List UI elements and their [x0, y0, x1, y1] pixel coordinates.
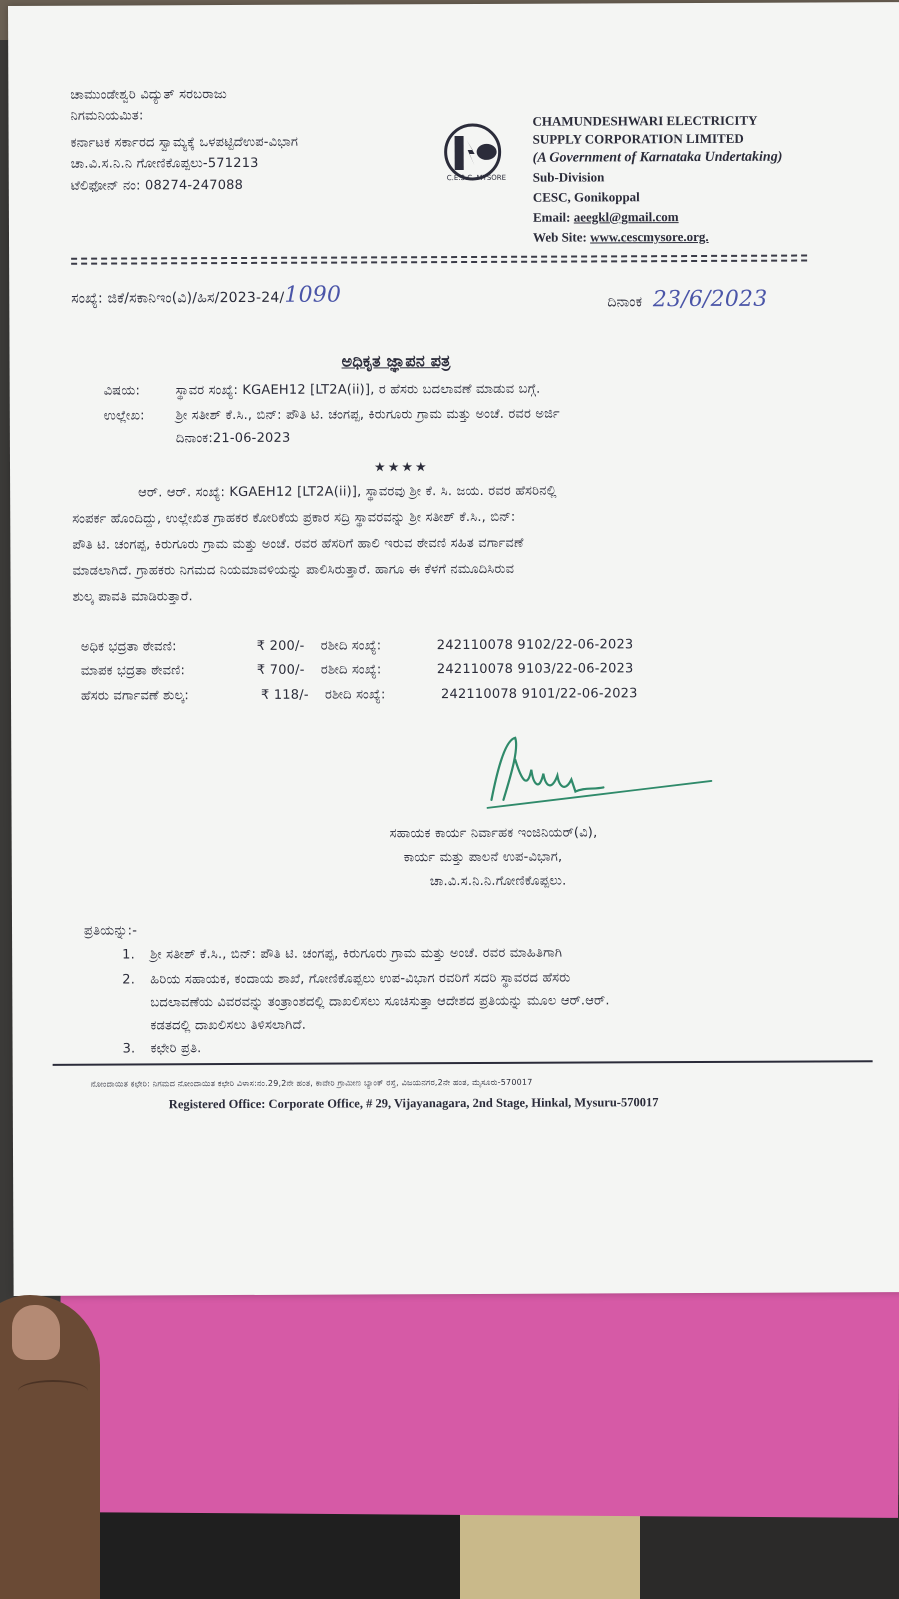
thumb-knuckle	[18, 1380, 88, 1402]
ref-number-handwritten: 1090	[284, 282, 342, 308]
para-line-2: ಸಂಪರ್ಕ ಹೊಂದಿದ್ದು, ಉಲ್ಲೇಖಿತ ಗ್ರಾಹಕರ ಕೋರಿಕೆಯ ಪ್ರಕಾರ ಸದ್ರಿ ಸ್ಥಾವರವನ್ನು ಶ್ರೀ ಸತೀಶ್ ಕೆ.ಸಿ., ಬಿನ್:	[72, 509, 516, 527]
copy-item-num: 2.	[122, 972, 136, 988]
receipt-label: ರಶೀದಿ ಸಂಖ್ಯೆ:	[320, 662, 382, 678]
signatory-line3: ಚಾ.ವಿ.ಸ.ನಿ.ನಿ.ಗೋಣಿಕೊಪ್ಪಲು.	[429, 873, 567, 890]
web-label: Web Site:	[532, 229, 587, 245]
cesc-logo	[437, 122, 509, 184]
receipt-number: 242110078 9102/22-06-2023	[436, 637, 634, 654]
footer-en: Registered Office: Corporate Office, # 29, Vijayanagara, 2nd Stage, Hinkal, Mysuru-570017	[168, 1095, 659, 1112]
logo-caption: C.E.S.C. MYSORE	[446, 173, 507, 183]
document-page	[8, 2, 899, 1296]
header-en-line4: Sub-Division	[532, 169, 605, 185]
subject-text: ಸ್ಥಾವರ ಸಂಖ್ಯೆ: KGAEH12 [LT2A(ii)], ರ ಹೆಸರು ಬದಲಾವಣೆ ಮಾಡುವ ಬಗ್ಗೆ.	[175, 381, 541, 399]
para-line-5: ಶುಲ್ಕ ಪಾವತಿ ಮಾಡಿರುತ್ತಾರೆ.	[72, 589, 193, 605]
header-kn-line5: ಟೆಲಿಫೋನ್ ನಂ: 08274-247088	[70, 177, 244, 194]
receipt-label: ರಶೀದಿ ಸಂಖ್ಯೆ:	[320, 638, 382, 654]
para-line-3: ಪೌತಿ ಟಿ. ಚಂಗಪ್ಪ, ಕಿರುಗೂರು ಗ್ರಾಮ ಮತ್ತು ಅಂಚೆ. ರವರ ಹೆಸರಿಗೆ ಹಾಲಿ ಇರುವ ಠೇವಣಿ ಸಹಿತ ವರ್ಗಾವಣೆ	[72, 535, 524, 553]
copy-item-text: ಹಿರಿಯ ಸಹಾಯಕ, ಕಂದಾಯ ಶಾಖೆ, ಗೋಣಿಕೊಪ್ಪಲು ಉಪ-ವಿಭಾಗ ರವರಿಗೆ ಸದರಿ ಸ್ಥಾವರದ ಹೆಸರು	[150, 970, 571, 988]
header-divider	[71, 255, 807, 260]
subject-label: ವಿಷಯ:	[103, 383, 141, 399]
copy-item-text: ಕಛೇರಿ ಪ್ರತಿ.	[150, 1041, 202, 1057]
copy-item-text-cont: ಕಡತದಲ್ಲಿ ದಾಖಲಿಸಲು ತಿಳಿಸಲಾಗಿದೆ.	[150, 1017, 307, 1034]
ref-date	[607, 287, 767, 313]
header-kn-line4: ಚಾ.ವಿ.ಸ.ನಿ.ನಿ ಗೋಣಿಕೊಪ್ಪಲು-571213	[70, 155, 259, 172]
email-label: Email:	[532, 209, 571, 225]
copy-item-text: ಶ್ರೀ ಸತೀಶ್ ಕೆ.ಸಿ., ಬಿನ್: ಪೌತಿ ಟಿ. ಚಂಗಪ್ಪ, ಕಿರುಗೂರು ಗ್ರಾಮ ಮತ್ತು ಅಂಚೆ. ರವರ ಮಾಹಿತಿಗಾಗಿ	[150, 945, 563, 963]
payment-label: ಮಾಪಕ ಭದ್ರತಾ ಠೇವಣಿ:	[80, 663, 186, 679]
receipt-number: 242110078 9103/22-06-2023	[436, 661, 634, 678]
payment-row	[81, 637, 634, 654]
para-line-1: ಆರ್. ಆರ್. ಸಂಖ್ಯೆ: KGAEH12 [LT2A(ii)], ಸ್ಥಾವರವು ಶ್ರೀ ಕೆ. ಸಿ. ಜಯ. ರವರ ಹೆಸರಿನಲ್ಲಿ	[138, 483, 557, 501]
header-en-line5: CESC, Gonikoppal	[532, 189, 640, 205]
header-kn-line2: ನಿಗಮನಿಯಮಿತ:	[70, 108, 144, 124]
ref-number-printed: ಸಂಖ್ಯೆ: ಜಿಕೆ/ಸಕಾನಿಇಂ(ವಿ)/ಹಿಸ/2023-24/	[71, 289, 285, 307]
header-website	[533, 229, 709, 246]
reference-text-2: ದಿನಾಂಕ:21-06-2023	[175, 430, 291, 447]
thumbnail	[12, 1305, 60, 1360]
header-email	[533, 209, 679, 226]
copy-item-num: 1.	[122, 947, 135, 963]
date-label: ದಿನಾಂಕ	[607, 294, 643, 311]
payment-amount: ₹ 118/-	[260, 687, 309, 703]
header-en-line2: SUPPLY CORPORATION LIMITED	[532, 130, 744, 147]
web-link[interactable]: www.cescmysore.org.	[590, 228, 709, 245]
signatory-line1: ಸಹಾಯಕ ಕಾರ್ಯ ನಿರ್ವಾಹಕ ಇಂಜಿನಿಯರ್(ವಿ),	[389, 825, 598, 842]
para-line-4: ಮಾಡಲಾಗಿದೆ. ಗ್ರಾಹಕರು ನಿಗಮದ ನಿಯಮಾವಳಿಯನ್ನು ಪಾಲಿಸಿರುತ್ತಾರೆ. ಹಾಗೂ ಈ ಕೆಳಗೆ ನಮೂದಿಸಿರುವ	[72, 561, 515, 579]
footer-divider	[53, 1060, 873, 1066]
document-title: ಅಧಿಕೃತ ಜ್ಞಾಪನ ಪತ್ರ	[341, 351, 451, 371]
header-kn-line1: ಚಾಮುಂಡೇಶ್ವರಿ ವಿದ್ಯುತ್ ಸರಬರಾಜು	[70, 87, 228, 103]
ref-number	[71, 283, 341, 309]
header-kn-line3: ಕರ್ನಾಟಕ ಸರ್ಕಾರದ ಸ್ವಾಮ್ಯಕ್ಕೆ ಒಳಪಟ್ಟಿದೆಉಪ-ವಿಭಾಗ	[70, 134, 299, 151]
header-en-line1: CHAMUNDESHWARI ELECTRICITY	[532, 112, 758, 129]
reference-text-1: ಶ್ರೀ ಸತೀಶ್ ಕೆ.ಸಿ., ಬಿನ್: ಪೌತಿ ಟಿ. ಚಂಗಪ್ಪ, ಕಿರುಗೂರು ಗ್ರಾಮ ಮತ್ತು ಅಂಚೆ. ರವರ ಅರ್ಜಿ	[175, 406, 560, 424]
payment-label: ಹೆಸರು ವರ್ಗಾವಣೆ ಶುಲ್ಕ:	[80, 688, 189, 704]
stars-divider: ★★★★	[373, 460, 429, 476]
header-divider-2	[71, 260, 807, 265]
header-en-line3: (A Government of Karnataka Undertaking)	[532, 149, 783, 166]
payment-row	[81, 661, 634, 678]
date-handwritten: 23/6/2023	[652, 286, 768, 313]
email-link[interactable]: aeegkl@gmail.com	[573, 209, 679, 225]
payment-row	[81, 686, 638, 703]
payment-amount: ₹ 200/-	[256, 638, 305, 654]
signature	[479, 729, 719, 818]
footer-kn: ನೋಂದಾಯಿತ ಕಛೇರಿ: ನಿಗಮದ ನೋಂದಾಯಿತ ಕಛೇರಿ ವಿಳಾಸ:ನಂ.29,2ನೇ ಹಂತ, ಕಾವೇರಿ ಗ್ರಾಮೀಣ ಬ್ಯಾಂಕ್ ರಸ್ತೆ, ವಿಜಯನಗರ,2ನೇ ಹಂತ, ಮೈಸೂರು-570017	[90, 1077, 533, 1089]
reference-label: ಉಲ್ಲೇಖ:	[103, 408, 145, 424]
signatory-line2: ಕಾರ್ಯ ಮತ್ತು ಪಾಲನೆ ಉಪ-ವಿಭಾಗ,	[403, 849, 563, 866]
copy-item-text-cont: ಬದಲಾವಣೆಯ ವಿವರವನ್ನು ತಂತ್ರಾಂಶದಲ್ಲಿ ದಾಖಲಿಸಲು ಸೂಚಿಸುತ್ತಾ ಆದೇಶದ ಪ್ರತಿಯನ್ನು ಮೂಲ ಆರ್.ಆರ್.	[150, 993, 610, 1011]
payment-label: ಅಧಿಕ ಭದ್ರತಾ ಠೇವಣಿ:	[80, 639, 177, 655]
copy-item-num: 3.	[122, 1041, 136, 1057]
receipt-label: ರಶೀದಿ ಸಂಖ್ಯೆ:	[324, 687, 386, 703]
receipt-number: 242110078 9101/22-06-2023	[440, 686, 638, 703]
payment-amount: ₹ 700/-	[256, 662, 305, 678]
copies-label: ಪ್ರತಿಯನ್ನು:-	[84, 923, 138, 939]
